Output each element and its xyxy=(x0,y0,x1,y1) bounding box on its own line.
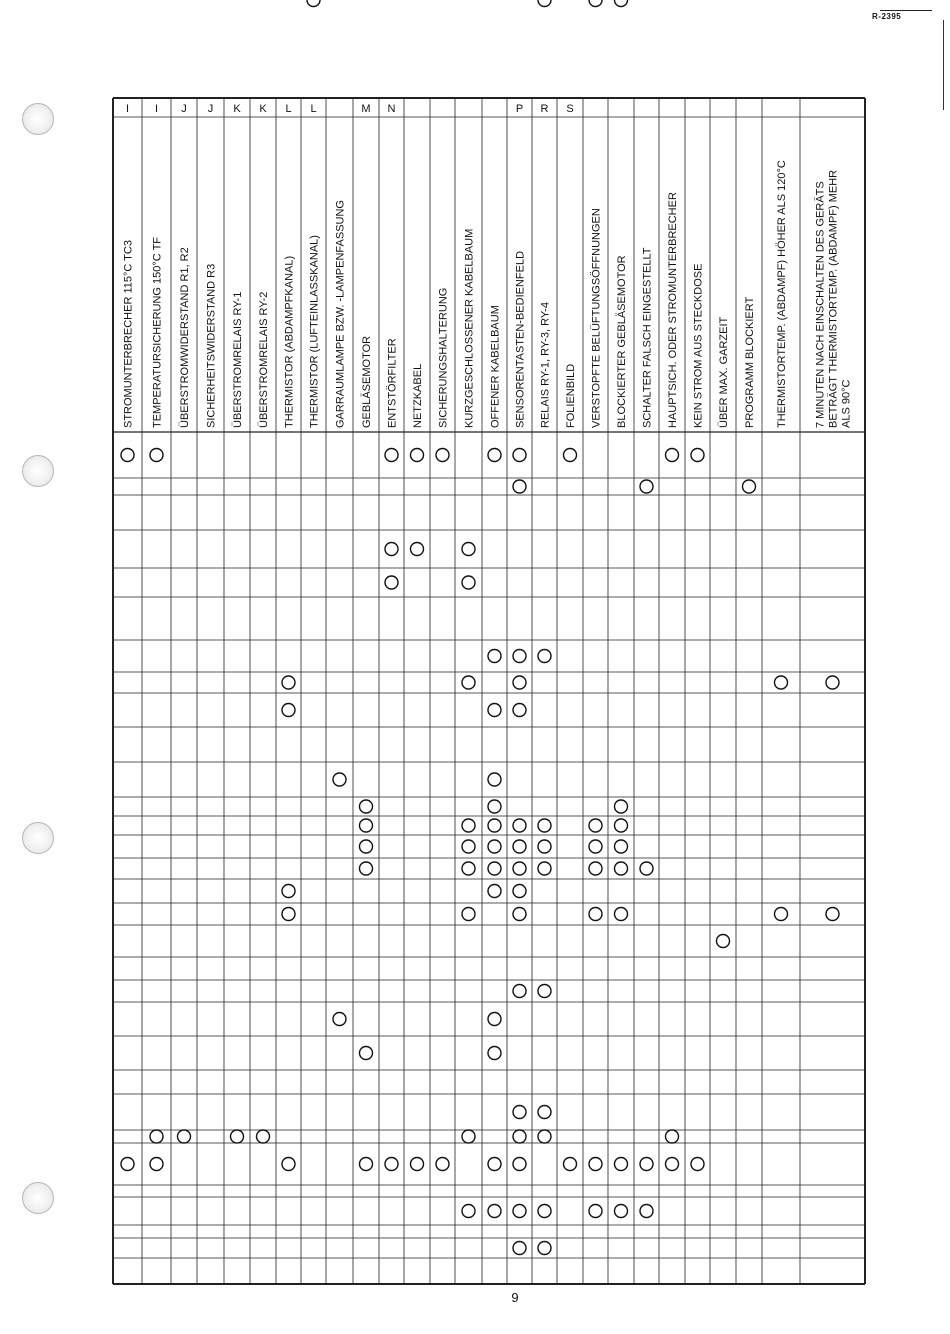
check-mark-circle xyxy=(385,1158,398,1171)
check-mark-circle xyxy=(178,1130,191,1143)
check-mark-circle xyxy=(589,1158,602,1171)
column-label: STROMUNTERBRECHER 115°C TC3 xyxy=(122,240,135,428)
column-label: VERSTOPFTE BELÜFTUNGSÖFFNUNGEN xyxy=(590,208,603,428)
check-mark-circle xyxy=(826,908,839,921)
check-mark-circle xyxy=(150,449,163,462)
check-mark-circle xyxy=(589,0,602,7)
check-mark-circle xyxy=(538,1242,551,1255)
check-mark-circle xyxy=(775,908,788,921)
check-mark-circle xyxy=(615,819,628,832)
check-mark-circle xyxy=(513,819,526,832)
column-code: L xyxy=(310,103,317,115)
column-label: SICHERHEITSWIDERSTAND R3 xyxy=(205,263,218,428)
check-mark-circle xyxy=(462,840,475,853)
column-label: GARRAUMLAMPE BZW. -LAMPENFASSUNG xyxy=(334,200,347,428)
check-mark-circle xyxy=(436,1158,449,1171)
check-mark-circle xyxy=(538,650,551,663)
check-mark-circle xyxy=(385,449,398,462)
check-mark-circle xyxy=(538,840,551,853)
check-mark-circle xyxy=(462,1130,475,1143)
column-label: THERMISTOR (ABDAMPFKANAL) xyxy=(283,255,296,428)
check-mark-circle xyxy=(513,1158,526,1171)
check-mark-circle xyxy=(513,1106,526,1119)
check-mark-circle xyxy=(564,1158,577,1171)
column-code: J xyxy=(181,103,187,115)
check-mark-circle xyxy=(589,840,602,853)
check-mark-circle xyxy=(691,449,704,462)
check-mark-circle xyxy=(462,1205,475,1218)
check-mark-circle xyxy=(282,676,295,689)
check-mark-circle xyxy=(150,1158,163,1171)
check-mark-circle xyxy=(385,576,398,589)
check-mark-circle xyxy=(411,1158,424,1171)
check-mark-circle xyxy=(257,1130,270,1143)
check-mark-circle xyxy=(282,1158,295,1171)
check-mark-circle xyxy=(640,480,653,493)
column-label: THERMISTOR (LUFTEINLASSKANAL) xyxy=(308,235,321,428)
check-mark-circle xyxy=(513,862,526,875)
check-mark-circle xyxy=(488,449,501,462)
check-mark-circle xyxy=(513,449,526,462)
check-mark-circle xyxy=(462,908,475,921)
check-mark-circle xyxy=(282,908,295,921)
check-mark-circle xyxy=(488,885,501,898)
check-mark-circle xyxy=(488,704,501,717)
check-mark-circle xyxy=(360,819,373,832)
check-mark-circle xyxy=(488,819,501,832)
check-mark-circle xyxy=(589,819,602,832)
check-mark-circle xyxy=(360,840,373,853)
column-label: NETZKABEL xyxy=(412,363,424,428)
check-mark-circle xyxy=(436,449,449,462)
column-code: K xyxy=(233,103,241,115)
check-mark-circle xyxy=(666,1130,679,1143)
page-number: 9 xyxy=(511,1290,519,1305)
check-mark-circle xyxy=(121,1158,134,1171)
check-mark-circle xyxy=(615,908,628,921)
check-mark-circle xyxy=(513,676,526,689)
check-mark-circle xyxy=(640,1205,653,1218)
check-mark-circle xyxy=(538,862,551,875)
check-mark-circle xyxy=(462,862,475,875)
check-mark-circle xyxy=(615,800,628,813)
check-mark-circle xyxy=(385,543,398,556)
check-mark-circle xyxy=(615,1205,628,1218)
check-mark-circle xyxy=(462,543,475,556)
model-number: R-2395 xyxy=(872,12,902,21)
check-mark-circle xyxy=(488,862,501,875)
check-mark-circle xyxy=(538,1205,551,1218)
check-mark-circle xyxy=(775,676,788,689)
column-label: ENTSTÖRFILTER xyxy=(386,338,399,428)
check-mark-circle xyxy=(333,1013,346,1026)
column-label: HAUPTSICH. ODER STROMUNTERBRECHER xyxy=(667,192,679,428)
check-mark-circle xyxy=(615,862,628,875)
column-code: K xyxy=(259,103,267,115)
check-mark-circle xyxy=(307,0,320,7)
check-mark-circle xyxy=(360,800,373,813)
check-mark-circle xyxy=(666,449,679,462)
column-label: KEIN STROM AUS STECKDOSE xyxy=(692,263,705,428)
check-mark-circle xyxy=(589,862,602,875)
check-mark-circle xyxy=(513,840,526,853)
check-mark-circle xyxy=(666,1158,679,1171)
check-mark-circle xyxy=(121,449,134,462)
check-mark-circle xyxy=(488,1158,501,1171)
check-mark-circle xyxy=(488,1205,501,1218)
column-label: TEMPERATURSICHERUNG 150°C TF xyxy=(151,236,164,428)
column-code: R xyxy=(540,103,549,115)
check-mark-circle xyxy=(333,773,346,786)
check-mark-circle xyxy=(589,908,602,921)
check-mark-circle xyxy=(360,1158,373,1171)
check-mark-circle xyxy=(488,650,501,663)
check-mark-circle xyxy=(513,704,526,717)
column-label: SENSORENTASTEN-BEDIENFELD xyxy=(514,250,527,428)
column-label: ÜBERSTROMWIDERSTAND R1, R2 xyxy=(179,247,191,428)
check-mark-circle xyxy=(615,0,628,7)
column-label: RELAIS RY-1, RY-3, RY-4 xyxy=(539,302,552,428)
check-mark-circle xyxy=(564,449,577,462)
column-label: ÜBERSTROMRELAIS RY-2 xyxy=(258,291,270,428)
check-mark-circle xyxy=(743,480,756,493)
check-mark-circle xyxy=(282,704,295,717)
check-mark-circle xyxy=(513,480,526,493)
column-label: BETRÄGT THERMISTORTEMP. (ABDAMPF) MEHR xyxy=(827,169,840,428)
check-mark-circle xyxy=(513,1242,526,1255)
check-mark-circle xyxy=(589,1205,602,1218)
column-label: SCHALTER FALSCH EINGESTELLT xyxy=(641,247,654,428)
check-mark-circle xyxy=(615,1158,628,1171)
check-mark-circle xyxy=(513,885,526,898)
column-label: 7 MINUTEN NACH EINSCHALTEN DES GERÄTS xyxy=(814,181,827,428)
check-mark-circle xyxy=(462,576,475,589)
column-label: ÜBER MAX. GARZEIT xyxy=(718,316,730,428)
check-mark-circle xyxy=(538,985,551,998)
column-code: L xyxy=(285,103,292,115)
check-mark-circle xyxy=(513,985,526,998)
check-mark-circle xyxy=(411,449,424,462)
column-label: BLOCKIERTER GEBLÄSEMOTOR xyxy=(616,255,628,428)
column-label: THERMISTORTEMP. (ABDAMPF) HÖHER ALS 120°C xyxy=(776,160,788,428)
column-label: ALS 90°C xyxy=(840,379,853,428)
column-code: S xyxy=(566,103,574,115)
check-mark-circle xyxy=(411,543,424,556)
check-mark-circle xyxy=(462,676,475,689)
check-mark-circle xyxy=(488,840,501,853)
column-label: SICHERUNGSHALTERUNG xyxy=(437,287,450,428)
check-mark-circle xyxy=(513,650,526,663)
check-mark-circle xyxy=(513,1205,526,1218)
column-code: I xyxy=(125,103,130,115)
check-mark-circle xyxy=(717,935,730,948)
check-mark-circle xyxy=(488,1013,501,1026)
check-mark-circle xyxy=(538,1106,551,1119)
column-code: M xyxy=(361,103,371,115)
check-mark-circle xyxy=(691,1158,704,1171)
check-mark-circle xyxy=(538,1130,551,1143)
column-label: FOLIENBILD xyxy=(565,363,577,428)
check-mark-circle xyxy=(615,840,628,853)
check-mark-circle xyxy=(513,908,526,921)
check-mark-circle xyxy=(150,1130,163,1143)
check-mark-circle xyxy=(360,1047,373,1060)
check-mark-circle xyxy=(538,0,551,7)
check-mark-circle xyxy=(282,885,295,898)
column-code: N xyxy=(387,103,396,115)
check-mark-circle xyxy=(826,676,839,689)
check-mark-circle xyxy=(488,1047,501,1060)
column-label: ÜBERSTROMRELAIS RY-1 xyxy=(232,291,244,428)
check-mark-circle xyxy=(360,862,373,875)
check-mark-circle xyxy=(488,773,501,786)
check-mark-circle xyxy=(640,862,653,875)
check-mark-circle xyxy=(462,819,475,832)
column-label: KURZGESCHLOSSENER KABELBAUM xyxy=(463,228,476,428)
column-code: I xyxy=(154,103,159,115)
column-label: GEBLÄSEMOTOR xyxy=(361,335,373,428)
check-mark-circle xyxy=(513,1130,526,1143)
check-mark-circle xyxy=(488,800,501,813)
column-label: OFFENER KABELBAUM xyxy=(489,305,502,428)
check-mark-circle xyxy=(640,1158,653,1171)
column-label: PROGRAMM BLOCKIERT xyxy=(744,296,756,428)
column-code: P xyxy=(515,103,524,115)
check-mark-circle xyxy=(538,819,551,832)
check-mark-circle xyxy=(231,1130,244,1143)
column-code: J xyxy=(207,103,214,115)
